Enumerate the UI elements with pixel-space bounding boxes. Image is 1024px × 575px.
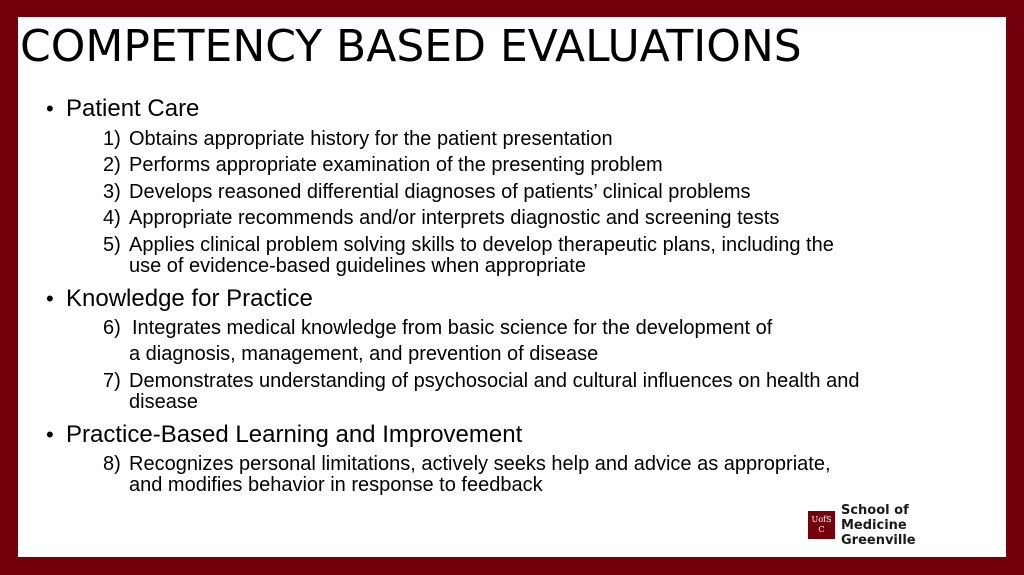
seal-text: UofSC xyxy=(811,515,832,534)
slide xyxy=(18,17,1006,557)
item-text: Appropriate recommends and/or interprets diagnostic and screening tests xyxy=(129,207,780,229)
section-patient-care xyxy=(46,95,199,123)
item-number: 6) xyxy=(103,317,121,339)
bullet-icon: • xyxy=(46,286,54,311)
slide-title: COMPETENCY BASED EVALUATIONS xyxy=(20,21,802,72)
item-number: 8) xyxy=(103,453,121,475)
logo-text xyxy=(841,503,974,548)
item-text: Recognizes personal limitations, actively seeks help and advice as appropriate, xyxy=(129,453,831,475)
section-heading xyxy=(46,95,199,123)
uofsc-seal-icon xyxy=(808,511,835,539)
item-text: use of evidence-based guidelines when appropriate xyxy=(129,255,586,277)
school-logo xyxy=(808,502,974,548)
item-text: Demonstrates understanding of psychosocial and cultural influences on health and xyxy=(129,370,860,392)
section-heading-text: Patient Care xyxy=(66,95,200,122)
item-number: 3) xyxy=(103,181,121,203)
logo-line-1: School of Medicine xyxy=(840,502,909,533)
section-practice-based xyxy=(46,421,522,449)
item-text: a diagnosis, management, and prevention of disease xyxy=(129,343,599,365)
section-heading-text: Practice-Based Learning and Improvement xyxy=(66,421,523,448)
item-text: Integrates medical knowledge from basic science for the development of xyxy=(132,317,773,339)
section-knowledge xyxy=(46,285,313,313)
item-text: Develops reasoned differential diagnoses of patients’ clinical problems xyxy=(129,181,751,203)
logo-line-2: Greenville xyxy=(840,532,916,548)
item-text: Obtains appropriate history for the patient presentation xyxy=(129,128,613,150)
section-heading-text: Knowledge for Practice xyxy=(66,285,313,312)
bullet-icon: • xyxy=(46,422,54,447)
section-heading xyxy=(46,421,522,449)
item-number: 5) xyxy=(103,234,121,256)
item-text: and modifies behavior in response to feedback xyxy=(129,474,543,496)
item-number: 2) xyxy=(103,154,121,176)
bullet-icon: • xyxy=(46,96,54,121)
item-text: Performs appropriate examination of the presenting problem xyxy=(129,154,663,176)
item-number: 4) xyxy=(103,207,121,229)
section-heading xyxy=(46,285,313,313)
item-number: 1) xyxy=(103,128,121,150)
item-text: disease xyxy=(129,391,198,413)
item-text: Applies clinical problem solving skills to develop therapeutic plans, including the xyxy=(129,234,834,256)
item-number: 7) xyxy=(103,370,121,392)
